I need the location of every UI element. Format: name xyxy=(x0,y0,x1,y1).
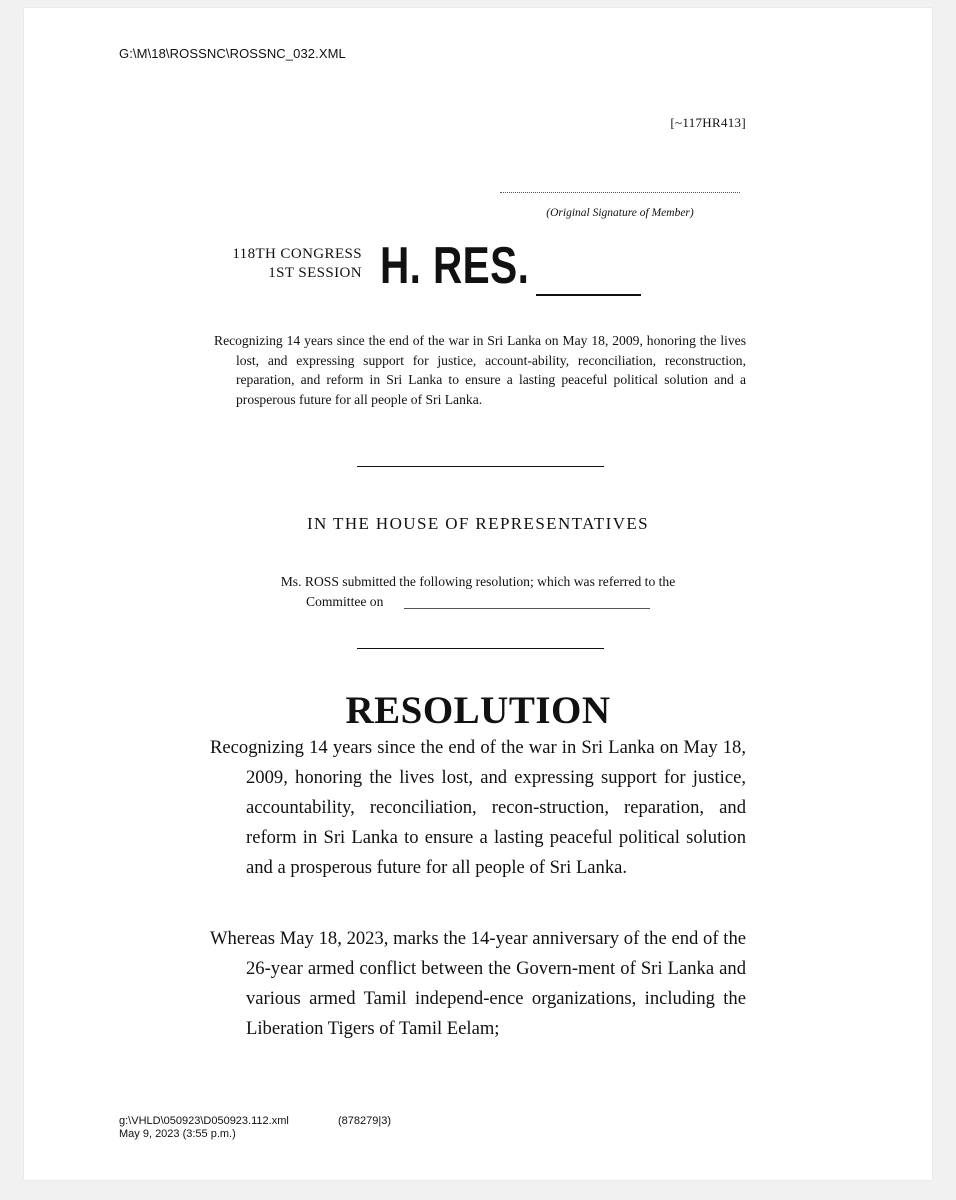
chamber-heading: IN THE HOUSE OF REPRESENTATIVES xyxy=(306,514,650,533)
footer-date: May 9, 2023 (3:55 p.m.) xyxy=(119,1128,236,1140)
congress-session-block xyxy=(194,245,362,283)
divider-rule xyxy=(357,466,604,467)
footer-file: g:\VHLD\050923\D050923.112.xml xyxy=(119,1115,289,1127)
introduction-line-1: Ms. ROSS submitted the following resolution; which was referred to the xyxy=(280,574,676,589)
whereas-clause: Whereas May 18, 2023, marks the 14-year anniversary of the end of the 26-year armed conflict between the Govern-ment of Sri Lanka and various armed Tamil independ-ence organizations, including the Liberation Tigers of Tamil Eelam; xyxy=(210,928,746,1039)
file-path: G:\M\18\ROSSNC\ROSSNC_032.XML xyxy=(119,46,346,61)
introduction-line-2: Committee on xyxy=(306,594,384,609)
document-page xyxy=(24,8,932,1180)
congress-number: 118TH CONGRESS xyxy=(232,246,362,262)
preamble-paragraph: Recognizing 14 years since the end of the war in Sri Lanka on May 18, 2009, honoring the lives lost, and expressing support for justice, accountability, reconciliation, recon-struction, reparation, and reform in Sri Lanka to ensure a lasting peaceful political solution and a prosperous future for all people of Sri Lanka. xyxy=(210,737,746,878)
bill-number-blank xyxy=(536,294,641,296)
session-number: 1ST SESSION xyxy=(268,265,362,281)
divider-rule xyxy=(357,648,604,649)
bill-designation: H. RES. xyxy=(380,237,530,295)
bill-id: [~117HR413] xyxy=(670,115,746,130)
footer-doc-number: (878279|3) xyxy=(338,1115,392,1127)
committee-blank xyxy=(404,608,650,609)
short-title: Recognizing 14 years since the end of the war in Sri Lanka on May 18, 2009, honoring the lives lost, and expressing support for justice, account-ability, reconciliation, reconstruction, reparation, and reform in Sri Lanka to ensure a lasting peaceful political solution and a prosperous future for all people of Sri Lanka. xyxy=(214,333,746,407)
resolution-heading: RESOLUTION xyxy=(345,689,611,732)
signature-label: (Original Signature of Member) xyxy=(546,207,694,219)
signature-line xyxy=(500,191,740,193)
